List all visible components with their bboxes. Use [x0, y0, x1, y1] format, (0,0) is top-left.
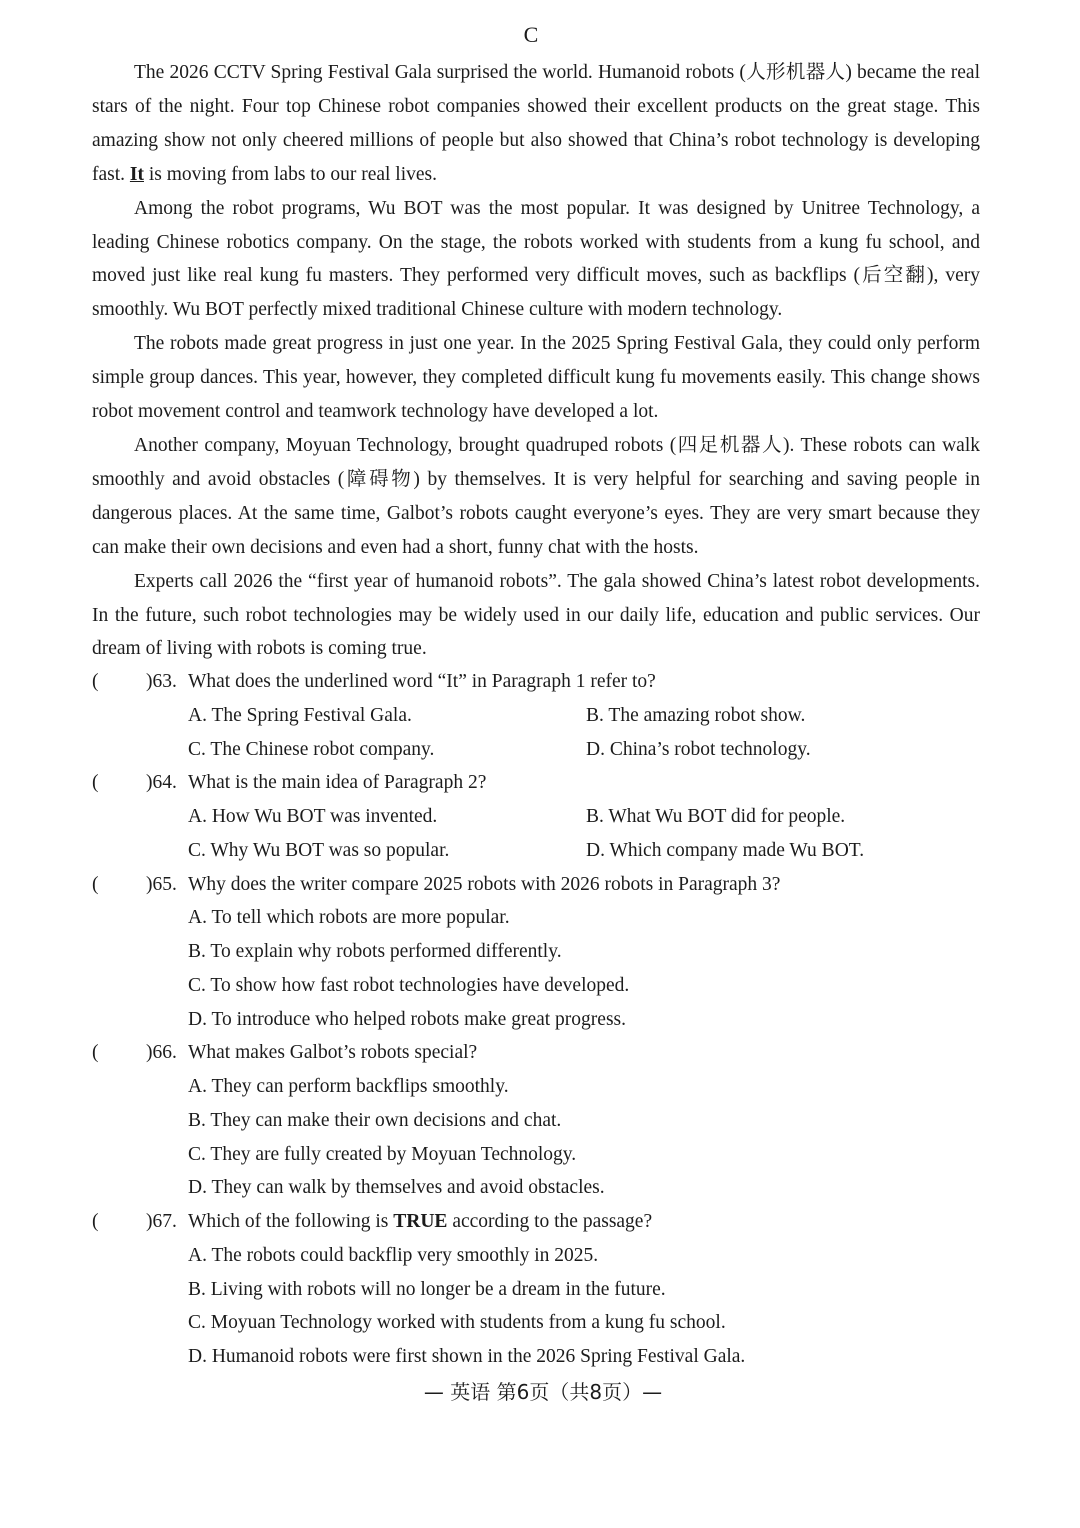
option-64-b: B. What Wu BOT did for people. — [586, 806, 846, 827]
option-63-c: C. The Chinese robot company. — [188, 738, 435, 760]
paragraph-5: Experts call 2026 the “first year of humanoid robots”. The gala showed China’s latest robot developments. In the future, such robot technologies may be widely used in our daily life, education and public services. Our dream of living with robots is coming true. — [92, 570, 980, 660]
option-66-b: B. They can make their own decisions and chat. — [188, 1109, 562, 1131]
option-63-d: D. China’s robot technology. — [586, 738, 811, 760]
question-number-67: )67. — [146, 1211, 177, 1232]
question-65 — [92, 868, 992, 902]
question-67 — [92, 1205, 992, 1239]
option-65-d: D. To introduce who helped robots make great progress. — [188, 1008, 626, 1030]
paragraph-3: The robots made great progress in just one year. In the 2025 Spring Festival Gala, they could only perform simple group dances. This year, however, they completed difficult kung fu movements easily. This change shows robot movement control and teamwork technology have developed a lot. — [92, 333, 980, 423]
question-stem-67-true: TRUE — [393, 1211, 448, 1232]
option-row — [188, 699, 992, 733]
option-64-d: D. Which company made Wu BOT. — [586, 839, 865, 861]
option-67-a: A. The robots could backflip very smoothly in 2025. — [188, 1244, 599, 1266]
reading-passage — [92, 56, 980, 666]
option-row — [188, 733, 992, 767]
options-65 — [92, 901, 992, 1036]
question-stem-66: What makes Galbot’s robots special? — [188, 1042, 478, 1064]
option-64-a: A. How Wu BOT was invented. — [188, 806, 438, 827]
answer-blank-67[interactable]: ( — [92, 1211, 99, 1232]
option-67-d: D. Humanoid robots were first shown in the 2026 Spring Festival Gala. — [188, 1346, 746, 1367]
option-row — [188, 800, 992, 834]
question-63 — [92, 665, 992, 699]
answer-blank-65[interactable]: ( — [92, 873, 99, 895]
option-65-b: B. To explain why robots performed differently. — [188, 941, 562, 962]
option-66-d: D. They can walk by themselves and avoid obstacles. — [188, 1177, 605, 1199]
question-64 — [92, 766, 992, 800]
options-64 — [92, 800, 992, 868]
option-67-b: B. Living with robots will no longer be a dream in the future. — [188, 1278, 666, 1300]
option-67-c: C. Moyuan Technology worked with students from a kung fu school. — [188, 1312, 726, 1334]
question-stem-63: What does the underlined word “It” in Paragraph 1 refer to? — [188, 671, 656, 692]
question-stem-67-before: Which of the following is — [188, 1211, 394, 1232]
option-66-c: C. They are fully created by Moyuan Technology. — [188, 1143, 577, 1165]
option-row — [188, 834, 992, 868]
question-stem-67-after: according to the passage? — [447, 1211, 653, 1232]
page-footer: — 英语 第6页（共8页）— — [423, 1380, 663, 1404]
option-65-a: A. To tell which robots are more popular. — [188, 907, 510, 929]
question-66 — [92, 1036, 992, 1070]
option-64-c: C. Why Wu BOT was so popular. — [188, 839, 450, 861]
question-stem-65: Why does the writer compare 2025 robots with 2026 robots in Paragraph 3? — [188, 873, 781, 895]
option-63-a: A. The Spring Festival Gala. — [188, 704, 412, 726]
option-66-a: A. They can perform backflips smoothly. — [188, 1076, 509, 1097]
paragraph-2: Among the robot programs, Wu BOT was the most popular. It was designed by Unitree Technology, a leading Chinese robotics company. On the stage, the robots worked with students from a kung fu school, and moved just like real kung fu masters. They performed very difficult moves, such as backflips (后空翻), very smoothly. Wu BOT perfectly mixed traditional Chinese culture with modern technology. — [92, 197, 980, 321]
options-66 — [92, 1070, 992, 1205]
answer-blank-63[interactable]: ( — [92, 671, 99, 692]
paragraph-1 — [92, 56, 980, 192]
underlined-word-it: It — [129, 163, 144, 185]
answer-blank-64[interactable]: ( — [92, 772, 99, 794]
option-63-b: B. The amazing robot show. — [586, 704, 806, 726]
question-number-65: )65. — [146, 873, 177, 895]
section-letter: C — [523, 22, 539, 47]
paragraph-4: Another company, Moyuan Technology, brought quadruped robots (四足机器人). These robots can walk smoothly and avoid obstacles (障碍物) by themselves. It is very helpful for searching and saving people in dangerous places. At the same time, Galbot’s robots caught everyone’s eyes. They are very smart because they can make their own decisions and even had a short, funny chat with the hosts. — [92, 434, 980, 558]
question-number-64: )64. — [146, 772, 177, 794]
question-number-66: )66. — [146, 1042, 177, 1064]
answer-blank-66[interactable]: ( — [92, 1042, 99, 1064]
question-list — [92, 665, 992, 1374]
question-stem-64: What is the main idea of Paragraph 2? — [188, 772, 487, 794]
paragraph-1-text-after: is moving from labs to our real lives. — [144, 163, 437, 185]
option-65-c: C. To show how fast robot technologies have developed. — [188, 974, 630, 996]
options-63 — [92, 699, 992, 767]
paragraph-1-text-before: The 2026 CCTV Spring Festival Gala surprised the world. Humanoid robots (人形机器人) became the real stars of the night. Four top Chinese robot companies showed their excellent products on the great stage. This amazing show not only cheered millions of people but also showed that China’s robot technology is developing fast. — [92, 62, 980, 185]
question-number-63: )63. — [146, 671, 177, 692]
options-67 — [92, 1239, 992, 1374]
